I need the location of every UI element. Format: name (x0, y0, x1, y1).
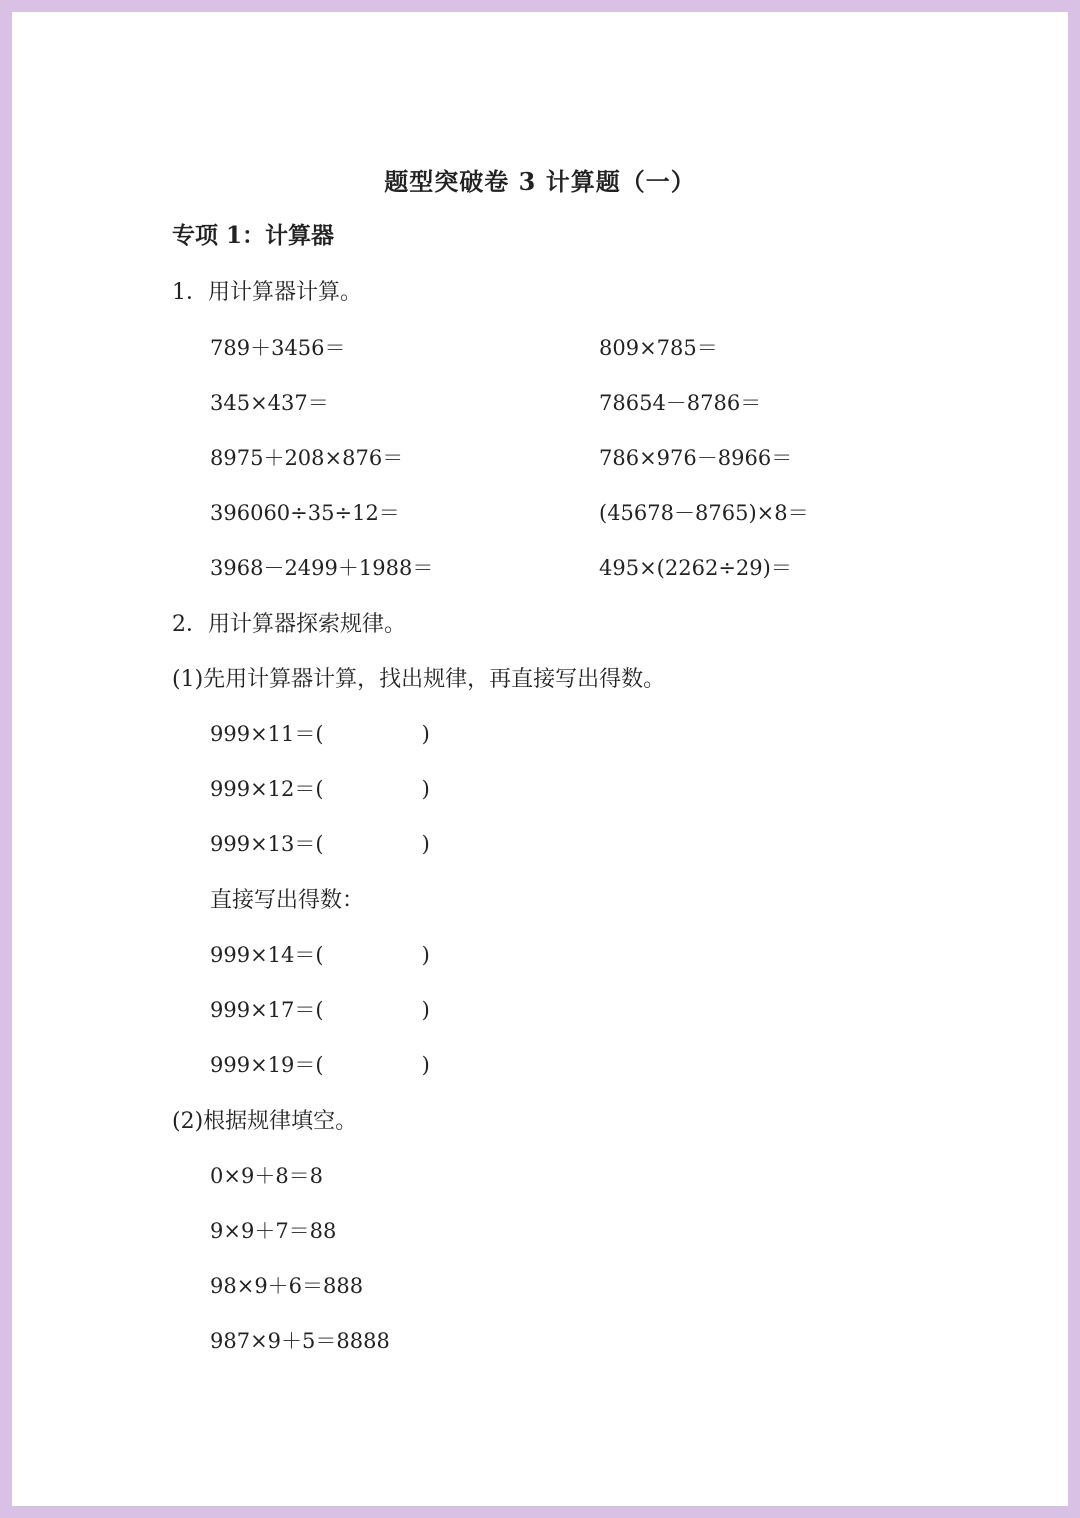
q1-right-expr: 495×(2262÷29)＝ (599, 556, 792, 580)
fill-blank-line (210, 773, 430, 803)
worksheet-page (12, 12, 1068, 1506)
blank-expression: 999×17＝( (210, 998, 324, 1022)
q1-right-expr: 786×976－8966＝ (599, 446, 793, 470)
q1-right-expr: 809×785＝ (599, 336, 718, 360)
blank-expression: 999×12＝( (210, 777, 324, 801)
question-2-part-1-prompt: (1)先用计算器计算，找出规律，再直接写出得数。 (172, 667, 666, 692)
page-title: 题型突破卷 3 计算题（一） (384, 167, 696, 196)
q1-right-expr: (45678－8765)×8＝ (599, 501, 809, 525)
blank-close-paren: ) (421, 1053, 430, 1077)
question-2-prompt: 2．用计算器探索规律。 (172, 612, 406, 637)
blank-expression: 999×14＝( (210, 943, 324, 967)
q1-right-expr: 78654－8786＝ (599, 391, 762, 415)
direct-answer-label: 直接写出得数： (210, 888, 365, 913)
q1-left-expr: 8975＋208×876＝ (210, 446, 404, 470)
blank-close-paren: ) (421, 943, 430, 967)
fill-blank-line (210, 1049, 430, 1079)
q1-left-expr: 789＋3456＝ (210, 336, 346, 360)
question-2-part-2-prompt: (2)根据规律填空。 (172, 1109, 358, 1134)
q1-left-expr: 396060÷35÷12＝ (210, 501, 400, 525)
fill-blank-line (210, 718, 430, 748)
q1-left-expr: 3968－2499＋1988＝ (210, 556, 434, 580)
fill-blank-line (210, 939, 430, 969)
fill-blank-line (210, 828, 430, 858)
fill-blank-line (210, 994, 430, 1024)
pattern-line: 987×9＋5＝8888 (210, 1329, 390, 1353)
blank-close-paren: ) (421, 832, 430, 856)
pattern-line: 9×9＋7＝88 (210, 1219, 337, 1243)
blank-close-paren: ) (421, 998, 430, 1022)
blank-expression: 999×13＝( (210, 832, 324, 856)
pattern-line: 98×9＋6＝888 (210, 1274, 364, 1298)
blank-expression: 999×19＝( (210, 1053, 324, 1077)
question-1-prompt: 1．用计算器计算。 (172, 280, 362, 305)
pattern-line: 0×9＋8＝8 (210, 1164, 324, 1188)
blank-close-paren: ) (421, 777, 430, 801)
section-heading: 专项 1：计算器 (172, 222, 335, 249)
q1-left-expr: 345×437＝ (210, 391, 329, 415)
blank-expression: 999×11＝( (210, 722, 324, 746)
blank-close-paren: ) (421, 722, 430, 746)
